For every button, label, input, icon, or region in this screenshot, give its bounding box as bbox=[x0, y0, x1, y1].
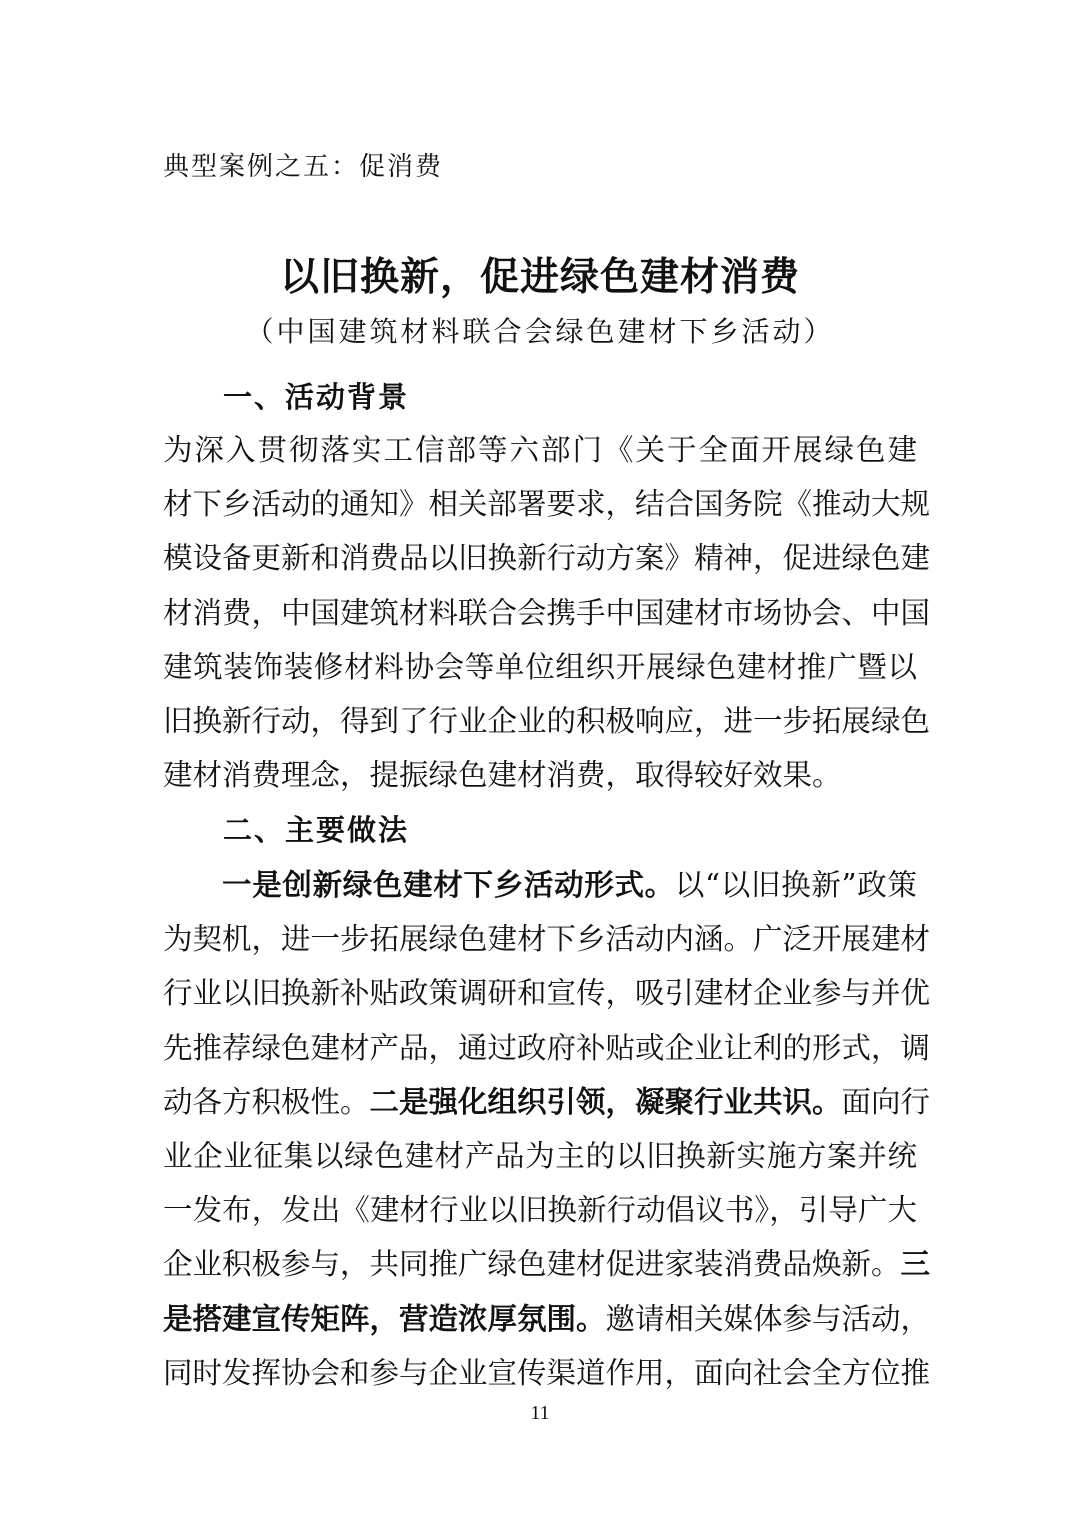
emphasis-text: 三 bbox=[900, 1246, 931, 1282]
document-title: 以旧换新，促进绿色建材消费 bbox=[279, 254, 800, 300]
page-number: 11 bbox=[530, 1402, 550, 1424]
paragraph-line bbox=[163, 1237, 931, 1291]
paragraph-line: 一发布，发出《建材行业以旧换新行动倡议书》，引导广大 bbox=[163, 1193, 917, 1228]
paragraph-line: 建材消费理念，提振绿色建材消费，取得较好效果。 bbox=[163, 758, 842, 793]
section-heading-background: 一、活动背景 bbox=[223, 380, 410, 414]
paragraph-line: 为契机，进一步拓展绿色建材下乡活动内涵。广泛开展建材 bbox=[163, 922, 931, 957]
paragraph-line bbox=[163, 1075, 931, 1129]
paragraph-line: 同时发挥协会和参与企业宣传渠道作用，面向社会全方位推 bbox=[163, 1355, 931, 1390]
paragraph-line: 业企业征集以绿色建材产品为主的以旧换新实施方案并统 bbox=[163, 1138, 917, 1173]
paragraph-line bbox=[163, 858, 917, 912]
emphasis-text: 是搭建宣传矩阵，营造浓厚氛围。 bbox=[163, 1300, 606, 1336]
paragraph-line: 材下乡活动的通知》相关部署要求，结合国务院《推动大规 bbox=[163, 487, 931, 522]
section-heading-methods: 二、主要做法 bbox=[223, 813, 410, 847]
emphasis-text: 二是强化组织引领，凝聚行业共识。 bbox=[369, 1083, 842, 1119]
line-text: 面向行 bbox=[841, 1084, 931, 1119]
paragraph-line: 模设备更新和消费品以旧换新行动方案》精神，促进绿色建 bbox=[163, 541, 931, 576]
section-body-methods bbox=[163, 858, 931, 1400]
paragraph-line: 建筑装饰装修材料协会等单位组织开展绿色建材推广暨以 bbox=[163, 649, 917, 684]
document-subtitle: （中国建筑材料联合会绿色建材下乡活动） bbox=[245, 315, 835, 348]
paragraph-line: 行业以旧换新补贴政策调研和宣传，吸引建材企业参与并优 bbox=[163, 976, 931, 1011]
line-text: 以“以旧换新”政策 bbox=[674, 868, 917, 902]
paragraph-line: 旧换新行动，得到了行业企业的积极响应，进一步拓展绿色 bbox=[163, 703, 931, 738]
paragraph-line bbox=[163, 1292, 931, 1346]
section-body-background bbox=[163, 423, 931, 802]
line-text: 企业积极参与，共同推广绿色建材促进家装消费品焕新。 bbox=[163, 1247, 901, 1282]
emphasis-text: 一是创新绿色建材下乡活动形式。 bbox=[222, 867, 675, 902]
paragraph-line: 先推荐绿色建材产品，通过政府补贴或企业让利的形式，调 bbox=[163, 1030, 931, 1065]
case-label: 典型案例之五：促消费 bbox=[163, 152, 444, 182]
line-text: 邀请相关媒体参与活动， bbox=[605, 1301, 931, 1336]
paragraph-line: 为深入贯彻落实工信部等六部门《关于全面开展绿色建 bbox=[163, 433, 917, 467]
paragraph-line: 材消费，中国建筑材料联合会携手中国建材市场协会、中国 bbox=[163, 595, 931, 630]
line-text: 动各方积极性。 bbox=[163, 1084, 370, 1119]
